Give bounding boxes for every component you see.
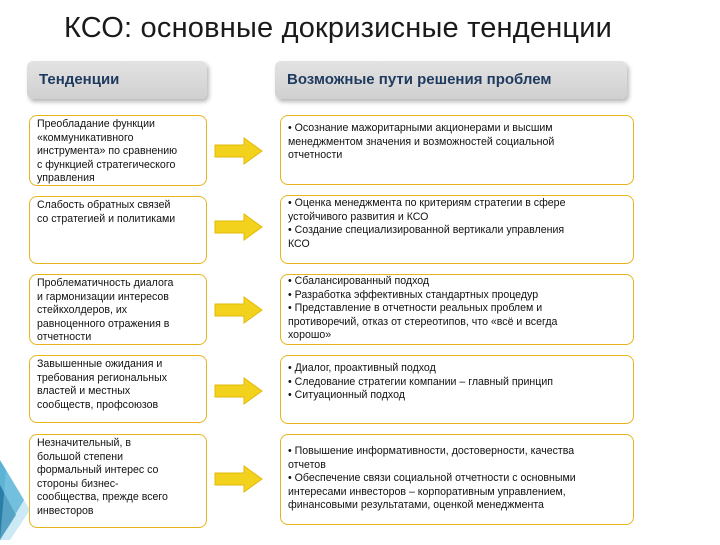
trend-text-line: Проблематичность диалога bbox=[37, 277, 174, 289]
solution-box bbox=[280, 115, 634, 185]
solution-text-line: отчетов bbox=[288, 458, 326, 471]
trend-text-line: со стратегией и политиками bbox=[37, 212, 176, 225]
right-arrow-icon bbox=[214, 213, 264, 241]
trend-text-line: равноценного отражения в bbox=[37, 317, 170, 330]
solution-text-line: • Разработка эффективных стандартных процедур bbox=[288, 288, 539, 301]
trend-box bbox=[29, 196, 207, 264]
solution-text-line: отчетности bbox=[288, 149, 343, 162]
solution-text-line: • Диалог, проактивный подход bbox=[288, 362, 436, 374]
solution-text-line: • Представление в отчетности реальных проблем и bbox=[288, 302, 543, 315]
solution-text-line: устойчивого развития и КСО bbox=[288, 210, 429, 223]
solution-box bbox=[280, 434, 634, 525]
trend-text-line: формальный интерес со bbox=[37, 464, 159, 477]
trend-box bbox=[29, 115, 207, 186]
solution-text-line: • Следование стратегии компании – главный принцип bbox=[288, 375, 553, 388]
trend-text-line: Завышенные ожидания и bbox=[37, 358, 163, 370]
solution-text-line: КСО bbox=[288, 237, 310, 250]
trend-text-line: властей и местных bbox=[37, 385, 131, 398]
trend-box bbox=[29, 274, 207, 345]
solution-text-line: менеджментом значения и возможностей социальной bbox=[288, 135, 555, 148]
right-arrow-icon bbox=[214, 465, 264, 493]
solution-box bbox=[280, 195, 634, 264]
trend-box bbox=[29, 355, 207, 423]
right-arrow-icon bbox=[214, 137, 264, 165]
trend-text-line: Незначительный, в bbox=[37, 437, 131, 449]
solution-text-line: • Осознание мажоритарными акционерами и высшим bbox=[288, 122, 553, 134]
solution-text-line: финансовыми результатами, оценкой менеджмента bbox=[288, 499, 544, 512]
solution-text-line: • Сбалансированный подход bbox=[288, 275, 430, 287]
trend-text-line: сообщества, прежде всего bbox=[37, 491, 168, 504]
trend-text-line: управления bbox=[37, 172, 95, 185]
trend-text-line: отчетности bbox=[37, 331, 92, 344]
right-arrow-icon bbox=[214, 377, 264, 405]
solution-box bbox=[280, 274, 634, 345]
solution-text-line: • Создание специализированной вертикали управления bbox=[288, 224, 565, 237]
trend-text-line: инвесторов bbox=[37, 504, 94, 517]
solution-text-line: • Обеспечение связи социальной отчетности с основными bbox=[288, 472, 576, 485]
header-solutions: Возможные пути решения проблем bbox=[275, 61, 627, 99]
corner-decoration-icon bbox=[0, 440, 40, 540]
slide-title: КСО: основные докризисные тенденции bbox=[64, 12, 613, 44]
solution-text-line: • Оценка менеджмента по критериям стратегии в сфере bbox=[288, 197, 566, 209]
trend-text-line: большой степени bbox=[37, 450, 123, 463]
trend-text-line: «коммуникативного bbox=[37, 131, 134, 144]
solution-text-line: • Повышение информативности, достоверности, качества bbox=[288, 445, 575, 457]
solution-text-line: • Ситуационный подход bbox=[288, 389, 405, 402]
trend-text-line: сообществ, профсоюзов bbox=[37, 398, 159, 411]
trend-text-line: Слабость обратных связей bbox=[37, 199, 171, 211]
solution-text-line: противоречий, отказ от стереотипов, что «всё и всегда bbox=[288, 315, 558, 328]
right-arrow-icon bbox=[214, 296, 264, 324]
trend-box bbox=[29, 434, 207, 528]
trend-text-line: инструмента» по сравнению bbox=[37, 145, 178, 158]
trend-text-line: и гармонизации интересов bbox=[37, 290, 169, 303]
trend-text-line: Преобладание функции bbox=[37, 118, 155, 130]
solution-text-line: хорошо» bbox=[288, 329, 332, 342]
trend-text-line: стейкхолдеров, их bbox=[37, 304, 128, 317]
trend-text-line: требования региональных bbox=[37, 371, 167, 384]
trend-text-line: стороны бизнес- bbox=[37, 477, 119, 490]
solution-text-line: интересами инвесторов – корпоративным управлением, bbox=[288, 485, 566, 498]
header-tendencies: Тенденции bbox=[27, 61, 207, 99]
trend-text-line: с функцией стратегического bbox=[37, 158, 176, 171]
solution-box bbox=[280, 355, 634, 424]
